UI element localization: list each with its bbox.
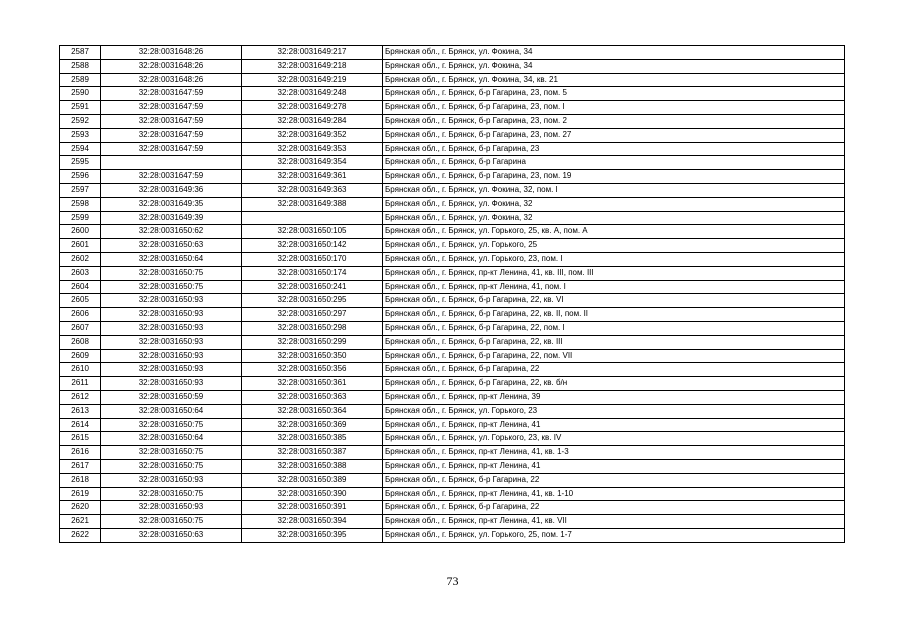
- row-number-cell: 2596: [60, 170, 101, 184]
- row-number-cell: 2590: [60, 87, 101, 101]
- row-number-cell: 2613: [60, 404, 101, 418]
- parent-cadastral-number-cell: 32:28:0031650:93: [101, 349, 242, 363]
- table-row: [60, 446, 845, 460]
- table-row: [60, 418, 845, 432]
- table-row: [60, 308, 845, 322]
- parent-cadastral-number-cell: [101, 156, 242, 170]
- address-cell: Брянская обл., г. Брянск, пр-кт Ленина, 41: [383, 418, 845, 432]
- row-number-cell: 2616: [60, 446, 101, 460]
- parent-cadastral-number-cell: 32:28:0031650:93: [101, 377, 242, 391]
- table-row: [60, 101, 845, 115]
- table-row: [60, 183, 845, 197]
- row-number-cell: 2604: [60, 280, 101, 294]
- table-row: [60, 377, 845, 391]
- row-number-cell: 2611: [60, 377, 101, 391]
- parent-cadastral-number-cell: 32:28:0031650:64: [101, 252, 242, 266]
- cadastral-number-cell: 32:28:0031649:363: [242, 183, 383, 197]
- parent-cadastral-number-cell: 32:28:0031649:35: [101, 197, 242, 211]
- address-cell: Брянская обл., г. Брянск, пр-кт Ленина, 41, кв. 1-10: [383, 487, 845, 501]
- address-cell: Брянская обл., г. Брянск, ул. Горького, 23: [383, 404, 845, 418]
- table-row: [60, 87, 845, 101]
- cadastral-number-cell: 32:28:0031650:390: [242, 487, 383, 501]
- row-number-cell: 2609: [60, 349, 101, 363]
- cadastral-table: [59, 45, 845, 543]
- table-row: [60, 197, 845, 211]
- table-row: [60, 349, 845, 363]
- row-number-cell: 2614: [60, 418, 101, 432]
- cadastral-number-cell: 32:28:0031650:395: [242, 528, 383, 542]
- address-cell: Брянская обл., г. Брянск, б-р Гагарина, 22: [383, 501, 845, 515]
- row-number-cell: 2606: [60, 308, 101, 322]
- cadastral-number-cell: 32:28:0031649:218: [242, 59, 383, 73]
- address-cell: Брянская обл., г. Брянск, б-р Гагарина, 22, кв. II, пом. II: [383, 308, 845, 322]
- parent-cadastral-number-cell: 32:28:0031650:93: [101, 363, 242, 377]
- row-number-cell: 2597: [60, 183, 101, 197]
- parent-cadastral-number-cell: 32:28:0031650:75: [101, 515, 242, 529]
- row-number-cell: 2603: [60, 266, 101, 280]
- address-cell: Брянская обл., г. Брянск, б-р Гагарина, 23, пом. 2: [383, 114, 845, 128]
- table-row: [60, 501, 845, 515]
- table-row: [60, 515, 845, 529]
- table-row: [60, 487, 845, 501]
- cadastral-number-cell: 32:28:0031650:170: [242, 252, 383, 266]
- address-cell: Брянская обл., г. Брянск, б-р Гагарина, 22, кв. б/н: [383, 377, 845, 391]
- cadastral-number-cell: 32:28:0031650:394: [242, 515, 383, 529]
- row-number-cell: 2605: [60, 294, 101, 308]
- table-row: [60, 459, 845, 473]
- parent-cadastral-number-cell: 32:28:0031650:59: [101, 390, 242, 404]
- row-number-cell: 2598: [60, 197, 101, 211]
- table-row: [60, 266, 845, 280]
- table-row: [60, 239, 845, 253]
- parent-cadastral-number-cell: 32:28:0031649:36: [101, 183, 242, 197]
- parent-cadastral-number-cell: 32:28:0031650:64: [101, 404, 242, 418]
- table-row: [60, 280, 845, 294]
- address-cell: Брянская обл., г. Брянск, ул. Горького, 25, пом. 1-7: [383, 528, 845, 542]
- row-number-cell: 2618: [60, 473, 101, 487]
- cadastral-number-cell: 32:28:0031650:391: [242, 501, 383, 515]
- cadastral-number-cell: 32:28:0031650:356: [242, 363, 383, 377]
- address-cell: Брянская обл., г. Брянск, б-р Гагарина, 22, пом. I: [383, 321, 845, 335]
- parent-cadastral-number-cell: 32:28:0031647:59: [101, 142, 242, 156]
- row-number-cell: 2619: [60, 487, 101, 501]
- address-cell: Брянская обл., г. Брянск, ул. Фокина, 34, кв. 21: [383, 73, 845, 87]
- table-row: [60, 294, 845, 308]
- cadastral-number-cell: 32:28:0031650:385: [242, 432, 383, 446]
- parent-cadastral-number-cell: 32:28:0031650:75: [101, 487, 242, 501]
- address-cell: Брянская обл., г. Брянск, ул. Горького, 25: [383, 239, 845, 253]
- row-number-cell: 2592: [60, 114, 101, 128]
- parent-cadastral-number-cell: 32:28:0031647:59: [101, 101, 242, 115]
- cadastral-number-cell: 32:28:0031650:295: [242, 294, 383, 308]
- parent-cadastral-number-cell: 32:28:0031650:93: [101, 501, 242, 515]
- cadastral-number-cell: 32:28:0031649:284: [242, 114, 383, 128]
- cadastral-number-cell: 32:28:0031650:350: [242, 349, 383, 363]
- row-number-cell: 2617: [60, 459, 101, 473]
- table-row: [60, 363, 845, 377]
- parent-cadastral-number-cell: 32:28:0031650:75: [101, 280, 242, 294]
- row-number-cell: 2621: [60, 515, 101, 529]
- table-row: [60, 128, 845, 142]
- address-cell: Брянская обл., г. Брянск, б-р Гагарина, 23, пом. 5: [383, 87, 845, 101]
- cadastral-number-cell: 32:28:0031649:361: [242, 170, 383, 184]
- address-cell: Брянская обл., г. Брянск, ул. Фокина, 34: [383, 46, 845, 60]
- address-cell: Брянская обл., г. Брянск, б-р Гагарина, 23, пом. 19: [383, 170, 845, 184]
- cadastral-number-cell: 32:28:0031649:352: [242, 128, 383, 142]
- cadastral-number-cell: 32:28:0031649:354: [242, 156, 383, 170]
- table-body: [60, 46, 845, 543]
- cadastral-number-cell: 32:28:0031650:387: [242, 446, 383, 460]
- row-number-cell: 2622: [60, 528, 101, 542]
- address-cell: Брянская обл., г. Брянск, ул. Фокина, 34: [383, 59, 845, 73]
- address-cell: Брянская обл., г. Брянск, ул. Фокина, 32, пом. I: [383, 183, 845, 197]
- cadastral-number-cell: 32:28:0031649:388: [242, 197, 383, 211]
- cadastral-number-cell: [242, 211, 383, 225]
- cadastral-number-cell: 32:28:0031650:369: [242, 418, 383, 432]
- parent-cadastral-number-cell: 32:28:0031647:59: [101, 114, 242, 128]
- cadastral-number-cell: 32:28:0031650:174: [242, 266, 383, 280]
- table-row: [60, 156, 845, 170]
- address-cell: Брянская обл., г. Брянск, ул. Горького, 23, пом. I: [383, 252, 845, 266]
- address-cell: Брянская обл., г. Брянск, б-р Гагарина, 23, пом. 27: [383, 128, 845, 142]
- parent-cadastral-number-cell: 32:28:0031649:39: [101, 211, 242, 225]
- address-cell: Брянская обл., г. Брянск, пр-кт Ленина, 41, кв. III, пом. III: [383, 266, 845, 280]
- parent-cadastral-number-cell: 32:28:0031648:26: [101, 46, 242, 60]
- address-cell: Брянская обл., г. Брянск, б-р Гагарина, 23, пом. I: [383, 101, 845, 115]
- table-row: [60, 170, 845, 184]
- row-number-cell: 2601: [60, 239, 101, 253]
- address-cell: Брянская обл., г. Брянск, б-р Гагарина, 22, кв. VI: [383, 294, 845, 308]
- parent-cadastral-number-cell: 32:28:0031648:26: [101, 73, 242, 87]
- row-number-cell: 2593: [60, 128, 101, 142]
- cadastral-number-cell: 32:28:0031649:353: [242, 142, 383, 156]
- parent-cadastral-number-cell: 32:28:0031650:93: [101, 473, 242, 487]
- address-cell: Брянская обл., г. Брянск, пр-кт Ленина, 41: [383, 459, 845, 473]
- address-cell: Брянская обл., г. Брянск, б-р Гагарина, 22, пом. VII: [383, 349, 845, 363]
- parent-cadastral-number-cell: 32:28:0031650:75: [101, 459, 242, 473]
- parent-cadastral-number-cell: 32:28:0031650:93: [101, 308, 242, 322]
- table-row: [60, 404, 845, 418]
- parent-cadastral-number-cell: 32:28:0031650:62: [101, 225, 242, 239]
- address-cell: Брянская обл., г. Брянск, б-р Гагарина, 22, кв. III: [383, 335, 845, 349]
- parent-cadastral-number-cell: 32:28:0031650:64: [101, 432, 242, 446]
- table-row: [60, 432, 845, 446]
- parent-cadastral-number-cell: 32:28:0031647:59: [101, 87, 242, 101]
- address-cell: Брянская обл., г. Брянск, пр-кт Ленина, 41, пом. I: [383, 280, 845, 294]
- address-cell: Брянская обл., г. Брянск, б-р Гагарина, 22: [383, 473, 845, 487]
- table-row: [60, 473, 845, 487]
- cadastral-number-cell: 32:28:0031650:299: [242, 335, 383, 349]
- cadastral-number-cell: 32:28:0031649:278: [242, 101, 383, 115]
- cadastral-number-cell: 32:28:0031650:364: [242, 404, 383, 418]
- cadastral-number-cell: 32:28:0031650:389: [242, 473, 383, 487]
- row-number-cell: 2610: [60, 363, 101, 377]
- cadastral-number-cell: 32:28:0031650:105: [242, 225, 383, 239]
- table-row: [60, 73, 845, 87]
- row-number-cell: 2600: [60, 225, 101, 239]
- row-number-cell: 2615: [60, 432, 101, 446]
- parent-cadastral-number-cell: 32:28:0031647:59: [101, 128, 242, 142]
- table-row: [60, 114, 845, 128]
- cadastral-number-cell: 32:28:0031650:142: [242, 239, 383, 253]
- row-number-cell: 2607: [60, 321, 101, 335]
- address-cell: Брянская обл., г. Брянск, б-р Гагарина, 23: [383, 142, 845, 156]
- parent-cadastral-number-cell: 32:28:0031650:93: [101, 335, 242, 349]
- address-cell: Брянская обл., г. Брянск, пр-кт Ленина, 39: [383, 390, 845, 404]
- address-cell: Брянская обл., г. Брянск, пр-кт Ленина, 41, кв. 1-3: [383, 446, 845, 460]
- row-number-cell: 2599: [60, 211, 101, 225]
- address-cell: Брянская обл., г. Брянск, б-р Гагарина, 22: [383, 363, 845, 377]
- row-number-cell: 2591: [60, 101, 101, 115]
- row-number-cell: 2587: [60, 46, 101, 60]
- table-row: [60, 390, 845, 404]
- parent-cadastral-number-cell: 32:28:0031647:59: [101, 170, 242, 184]
- row-number-cell: 2608: [60, 335, 101, 349]
- address-cell: Брянская обл., г. Брянск, ул. Горького, 23, кв. IV: [383, 432, 845, 446]
- table-row: [60, 46, 845, 60]
- row-number-cell: 2612: [60, 390, 101, 404]
- cadastral-number-cell: 32:28:0031650:363: [242, 390, 383, 404]
- table-row: [60, 225, 845, 239]
- cadastral-number-cell: 32:28:0031649:248: [242, 87, 383, 101]
- cadastral-number-cell: 32:28:0031650:298: [242, 321, 383, 335]
- table-row: [60, 528, 845, 542]
- cadastral-number-cell: 32:28:0031650:388: [242, 459, 383, 473]
- table-row: [60, 335, 845, 349]
- address-cell: Брянская обл., г. Брянск, ул. Горького, 25, кв. А, пом. А: [383, 225, 845, 239]
- parent-cadastral-number-cell: 32:28:0031650:75: [101, 446, 242, 460]
- row-number-cell: 2595: [60, 156, 101, 170]
- row-number-cell: 2589: [60, 73, 101, 87]
- parent-cadastral-number-cell: 32:28:0031650:75: [101, 266, 242, 280]
- row-number-cell: 2588: [60, 59, 101, 73]
- parent-cadastral-number-cell: 32:28:0031650:93: [101, 321, 242, 335]
- parent-cadastral-number-cell: 32:28:0031648:26: [101, 59, 242, 73]
- parent-cadastral-number-cell: 32:28:0031650:75: [101, 418, 242, 432]
- table-row: [60, 59, 845, 73]
- row-number-cell: 2620: [60, 501, 101, 515]
- parent-cadastral-number-cell: 32:28:0031650:63: [101, 239, 242, 253]
- table-row: [60, 211, 845, 225]
- row-number-cell: 2602: [60, 252, 101, 266]
- table-row: [60, 321, 845, 335]
- parent-cadastral-number-cell: 32:28:0031650:93: [101, 294, 242, 308]
- address-cell: Брянская обл., г. Брянск, б-р Гагарина: [383, 156, 845, 170]
- address-cell: Брянская обл., г. Брянск, ул. Фокина, 32: [383, 211, 845, 225]
- table-row: [60, 142, 845, 156]
- table-row: [60, 252, 845, 266]
- page-number: 73: [446, 574, 459, 588]
- cadastral-number-cell: 32:28:0031650:297: [242, 308, 383, 322]
- cadastral-number-cell: 32:28:0031649:219: [242, 73, 383, 87]
- address-cell: Брянская обл., г. Брянск, пр-кт Ленина, 41, кв. VII: [383, 515, 845, 529]
- address-cell: Брянская обл., г. Брянск, ул. Фокина, 32: [383, 197, 845, 211]
- parent-cadastral-number-cell: 32:28:0031650:63: [101, 528, 242, 542]
- cadastral-number-cell: 32:28:0031650:241: [242, 280, 383, 294]
- cadastral-number-cell: 32:28:0031650:361: [242, 377, 383, 391]
- cadastral-number-cell: 32:28:0031649:217: [242, 46, 383, 60]
- row-number-cell: 2594: [60, 142, 101, 156]
